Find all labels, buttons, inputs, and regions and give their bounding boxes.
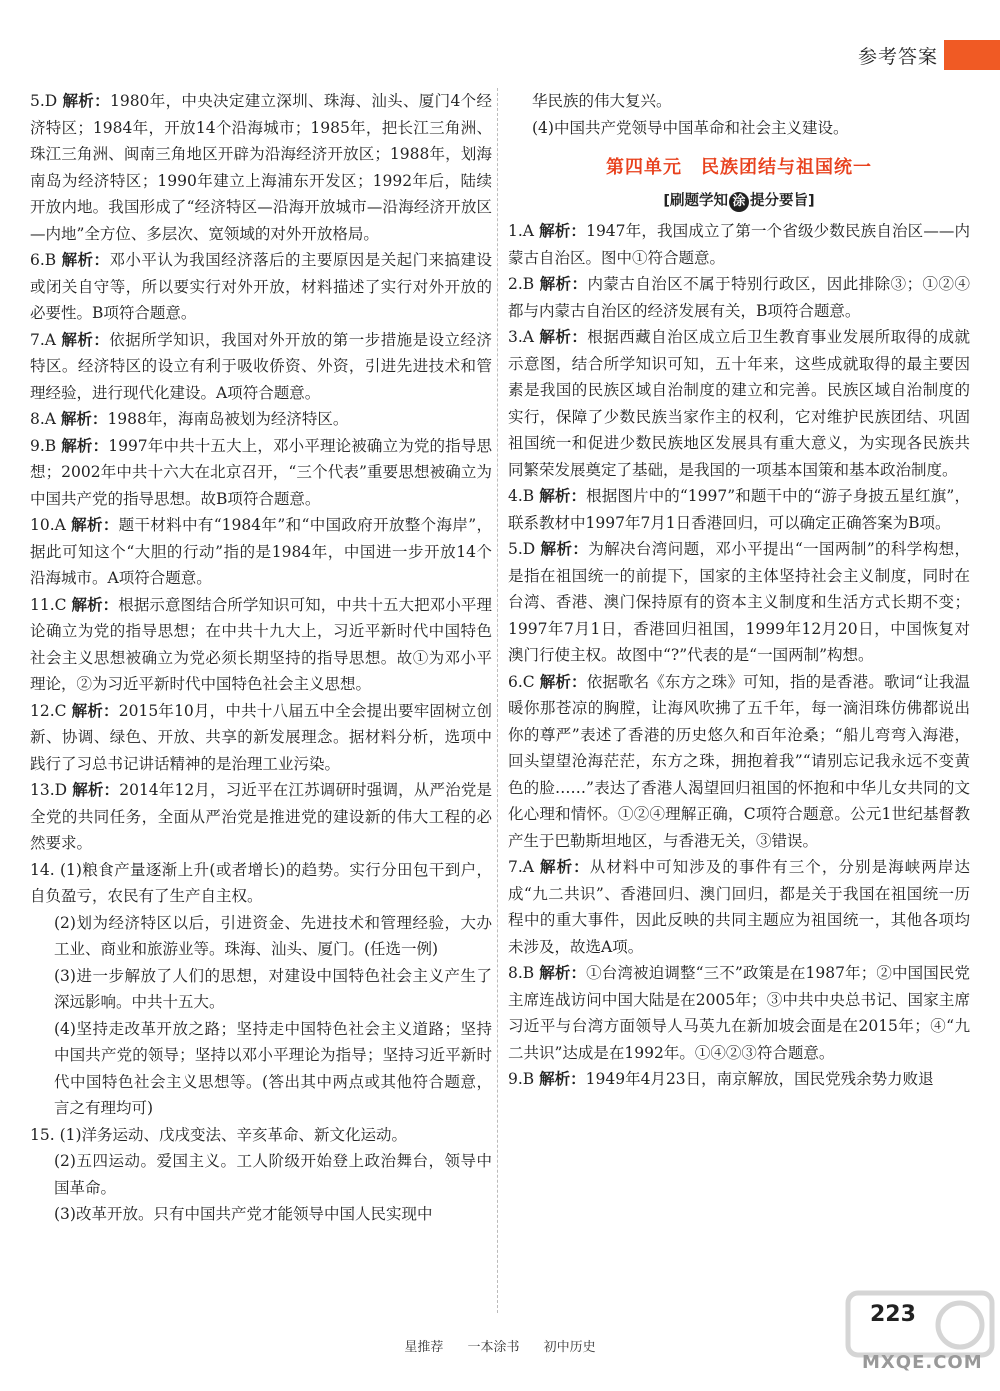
analysis-label: 解析： (60, 410, 108, 428)
answer-item (508, 854, 970, 960)
answer-item (30, 88, 492, 247)
answer-item (30, 327, 492, 407)
analysis-label: 解析： (61, 251, 110, 269)
answer-text: 2015年10月，中共十八届五中全会提出要牢固树立创新、协调、绿色、开放、共享的新发展理念。据材料分析，选项中践行了习总书记讲话精神的是治理工业污染。 (30, 701, 492, 773)
answer-item (508, 115, 970, 142)
answer-text: (4)中国共产党领导中国革命和社会主义建设。 (532, 118, 849, 137)
section-tag-before: [刷题学知 (663, 193, 728, 209)
answer-number: 9.B (30, 436, 57, 455)
section-tag (508, 189, 970, 212)
answer-number: 12.C (30, 701, 67, 720)
answer-text: 根据图片中的“1997”和题干中的“游子身披五星红旗”，联系教材中1997年7月1日香港回归，可以确定正确答案为B项。 (508, 487, 970, 532)
answer-item (508, 483, 970, 536)
analysis-label: 解析： (539, 222, 587, 240)
answer-text: (3)进一步解放了人们的思想，对建设中国特色社会主义产生了深远影响。中共十五大。 (54, 966, 492, 1011)
footer-subject: 初中历史 (543, 1340, 596, 1355)
answer-item (508, 324, 970, 483)
answer-number: 5.D (30, 92, 58, 110)
answer-number: 15. (30, 1125, 55, 1144)
answer-text: (1)洋务运动、戊戌变法、辛亥革命、新文化运动。 (59, 1125, 408, 1144)
answer-item (30, 247, 492, 327)
answer-number: 4.B (508, 487, 535, 505)
analysis-label: 解析： (540, 540, 589, 558)
answer-text: 1949年4月23日，南京解放，国民党残余势力败退 (585, 1070, 934, 1088)
answer-number: 14. (30, 860, 55, 879)
answer-number: 2.B (508, 275, 535, 293)
footer (0, 1336, 1000, 1355)
answer-text: ①台湾被迫调整“三不”政策是在1987年；②中国国民党主席连战访问中国大陆是在2005年；③中共中央总书记、国家主席习近平与台湾方面领导人马英九在新加坡会面是在2015年；④“九二共识”达成是在1992年。①④②③符合题意。 (508, 964, 970, 1062)
analysis-label: 解析： (71, 701, 119, 720)
answer-text: 1997年中共十五大上，邓小平理论被确立为党的指导思想；2002年中共十六大在北京召开，“三个代表”重要思想被确立为中国共产党的指导思想。故B项符合题意。 (30, 436, 492, 508)
page-number: 223 (870, 1302, 916, 1327)
analysis-label: 解析： (539, 487, 587, 505)
answer-text: (2)划为经济特区以后，引进资金、先进技术和管理经验，大办工业、商业和旅游业等。珠海、汕头、厦门。(任选一例) (54, 913, 492, 958)
answer-item (508, 1066, 970, 1093)
answer-text: 2014年12月，习近平在江苏调研时强调，从严治党是全党的共同任务，全面从严治党是推进党的建设新的伟大工程的必然要求。 (30, 781, 492, 852)
answer-number: 7.A (508, 858, 534, 876)
analysis-label: 解析： (62, 92, 110, 110)
analysis-label: 解析： (71, 595, 119, 614)
analysis-label: 解析： (61, 330, 110, 349)
answer-item (30, 777, 492, 857)
analysis-label: 解析： (540, 858, 590, 876)
analysis-label: 解析： (72, 781, 120, 799)
analysis-label: 解析： (539, 1070, 586, 1088)
answer-text: 1980年，中央决定建立深圳、珠海、汕头、厦门4个经济特区；1984年，开放14个沿海城市；1985年，把长江三角洲、珠江三角洲、闽南三角地区开辟为沿海经济开放区；1988年，划海南岛为经济特区；1990年建立上海浦东开发区；1992年后，陆续开放内地。我国形成了“经济特区—沿海开放城市—沿海经济开放区—内地”全方位、多层次、宽领域的对外开放格局。 (30, 92, 492, 243)
answer-text: 华民族的伟大复兴。 (532, 92, 672, 110)
answer-item (30, 910, 492, 963)
answer-number: 11.C (30, 595, 67, 614)
answer-text: 从材料中可知涉及的事件有三个，分别是海峡两岸达成“九二共识”、香港回归、澳门回归，都是关于我国在祖国统一历程中的重大事件，因此反映的共同主题应为祖国统一，其他各项均未涉及，故选A项。 (508, 858, 970, 956)
answer-text: (1)粮食产量逐渐上升(或者增长)的趋势。实行分田包干到户，自负盈亏，农民有了生产自主权。 (30, 860, 492, 905)
section-tag-mark: 涂 (729, 192, 749, 212)
answer-item (508, 960, 970, 1066)
answer-item (30, 592, 492, 698)
answer-text: 1947年，我国成立了第一个省级少数民族自治区——内蒙古自治区。图中①符合题意。 (508, 222, 970, 267)
header-color-tab (944, 40, 1000, 70)
answer-item (508, 218, 970, 271)
answer-item (30, 406, 492, 433)
answer-item (508, 669, 970, 855)
header-label: 参考答案 (857, 46, 938, 68)
answer-text: 依据所学知识，我国对外开放的第一步措施是设立经济特区。经济特区的设立有利于吸收侨资、外资，引进先进技术和管理经验，进行现代化建设。A项符合题意。 (30, 330, 492, 402)
section-tag-after: 提分要旨] (750, 193, 815, 209)
answer-number: 5.D (508, 540, 536, 558)
answer-number: 3.A (508, 328, 534, 346)
answer-text: (3)改革开放。只有中国共产党才能领导中国人民实现中 (54, 1205, 433, 1223)
answer-item (30, 1201, 492, 1228)
answer-text: (4)坚持走改革开放之路；坚持走中国特色社会主义道路；坚持中国共产党的领导；坚持以邓小平理论为指导；坚持习近平新时代中国特色社会主义思想等。(答出其中两点或其他符合题意，言之有理均可) (54, 1019, 492, 1117)
answer-item (508, 88, 970, 115)
answer-text: (2)五四运动。爱国主义。工人阶级开始登上政治舞台，领导中国革命。 (54, 1152, 492, 1197)
answer-number: 8.B (508, 964, 535, 982)
answer-item (508, 536, 970, 669)
answer-text: 根据示意图结合所学知识可知，中共十五大把邓小平理论确立为党的指导思想；在中共十九大上，习近平新时代中国特色社会主义思想被确立为党必须长期坚持的指导思想。故①为邓小平理论，②为习近平新时代中国特色社会主义思想。 (30, 595, 492, 693)
answer-item (30, 1016, 492, 1122)
answer-text: 题干材料中有“1984年”和“中国政府开放整个海岸”，据此可知这个“大胆的行动”指的是1984年，中国进一步开放14个沿海城市。A项符合题意。 (30, 516, 492, 587)
answer-number: 6.B (30, 251, 57, 269)
unit-title: 第四单元 民族团结与祖国统一 (606, 157, 872, 178)
answer-text: 邓小平认为我国经济落后的主要原因是关起门来搞建设或闭关自守等，所以要实行对外开放，材料描述了实行对外开放的必要性。B项符合题意。 (30, 251, 492, 322)
analysis-label: 解析： (71, 516, 119, 534)
answer-text: 依据歌名《东方之珠》可知，指的是香港。歌词“让我温暖你那苍凉的胸膛，让海风吹拂了五千年，每一滴泪珠仿佛都说出你的尊严”表述了香港的历史悠久和百年沧桑；“船儿弯弯入海港，回头望望沧海茫茫，东方之珠，拥抱着我”“请别忘记我永远不变黄色的脸……”表达了香港人渴望回归祖国的怀抱和中华儿女共同的文化心理和情怀。①②④理解正确，C项符合题意。公元1世纪基督教产生于巴勒斯坦地区，与香港无关，③错误。 (508, 672, 970, 850)
answer-number: 9.B (508, 1070, 535, 1088)
answer-item (508, 271, 970, 324)
answer-item (30, 512, 492, 592)
footer-brand: 星推荐 (404, 1340, 444, 1355)
answer-item (30, 698, 492, 778)
answer-item (30, 1148, 492, 1201)
column-divider (497, 88, 498, 1313)
answer-item (30, 963, 492, 1016)
answer-item (30, 433, 492, 513)
answer-number: 8.A (30, 410, 56, 428)
watermark-text: MXQE.COM (862, 1352, 983, 1373)
answer-number: 6.C (508, 672, 535, 691)
answer-item (30, 857, 492, 910)
analysis-label: 解析： (539, 964, 587, 982)
answer-number: 7.A (30, 330, 56, 349)
answer-text: 1988年，海南岛被划为经济特区。 (107, 410, 349, 428)
answer-text: 内蒙古自治区不属于特别行政区，因此排除③；①②④都与内蒙古自治区的经济发展有关，B项符合题意。 (508, 275, 970, 320)
answer-item (30, 1122, 492, 1149)
answer-text: 为解决台湾问题，邓小平提出“一国两制”的科学构想，是指在祖国统一的前提下，国家的主体坚持社会主义制度，同时在台湾、香港、澳门保持原有的资本主义制度和生活方式长期不变；1997年7月1日，香港回归祖国，1999年12月20日，中国恢复对澳门行使主权。故图中“?”代表的是“一国两制”构想。 (508, 540, 970, 664)
footer-series: 一本涂书 (467, 1340, 520, 1355)
analysis-label: 解析： (539, 672, 587, 691)
answer-number: 10.A (30, 516, 66, 534)
answer-number: 13.D (30, 781, 68, 799)
analysis-label: 解析： (539, 275, 588, 293)
left-column (30, 88, 492, 1228)
analysis-label: 解析： (539, 328, 588, 346)
answer-number: 1.A (508, 222, 534, 240)
answer-text: 根据西藏自治区成立后卫生教育事业发展所取得的成就示意图，结合所学知识可知，五十年来，这些成就取得的最主要因素是我国的民族区域自治制度的建立和完善。民族区域自治制度的实行，保障了少数民族当家作主的权利，它对维护民族团结、巩固祖国统一和促进少数民族地区发展具有重大意义，为实现各民族共同繁荣发展奠定了基础，是我国的一项基本国策和基本政治制度。 (508, 328, 970, 479)
analysis-label: 解析： (61, 436, 109, 455)
right-column (508, 88, 970, 1093)
